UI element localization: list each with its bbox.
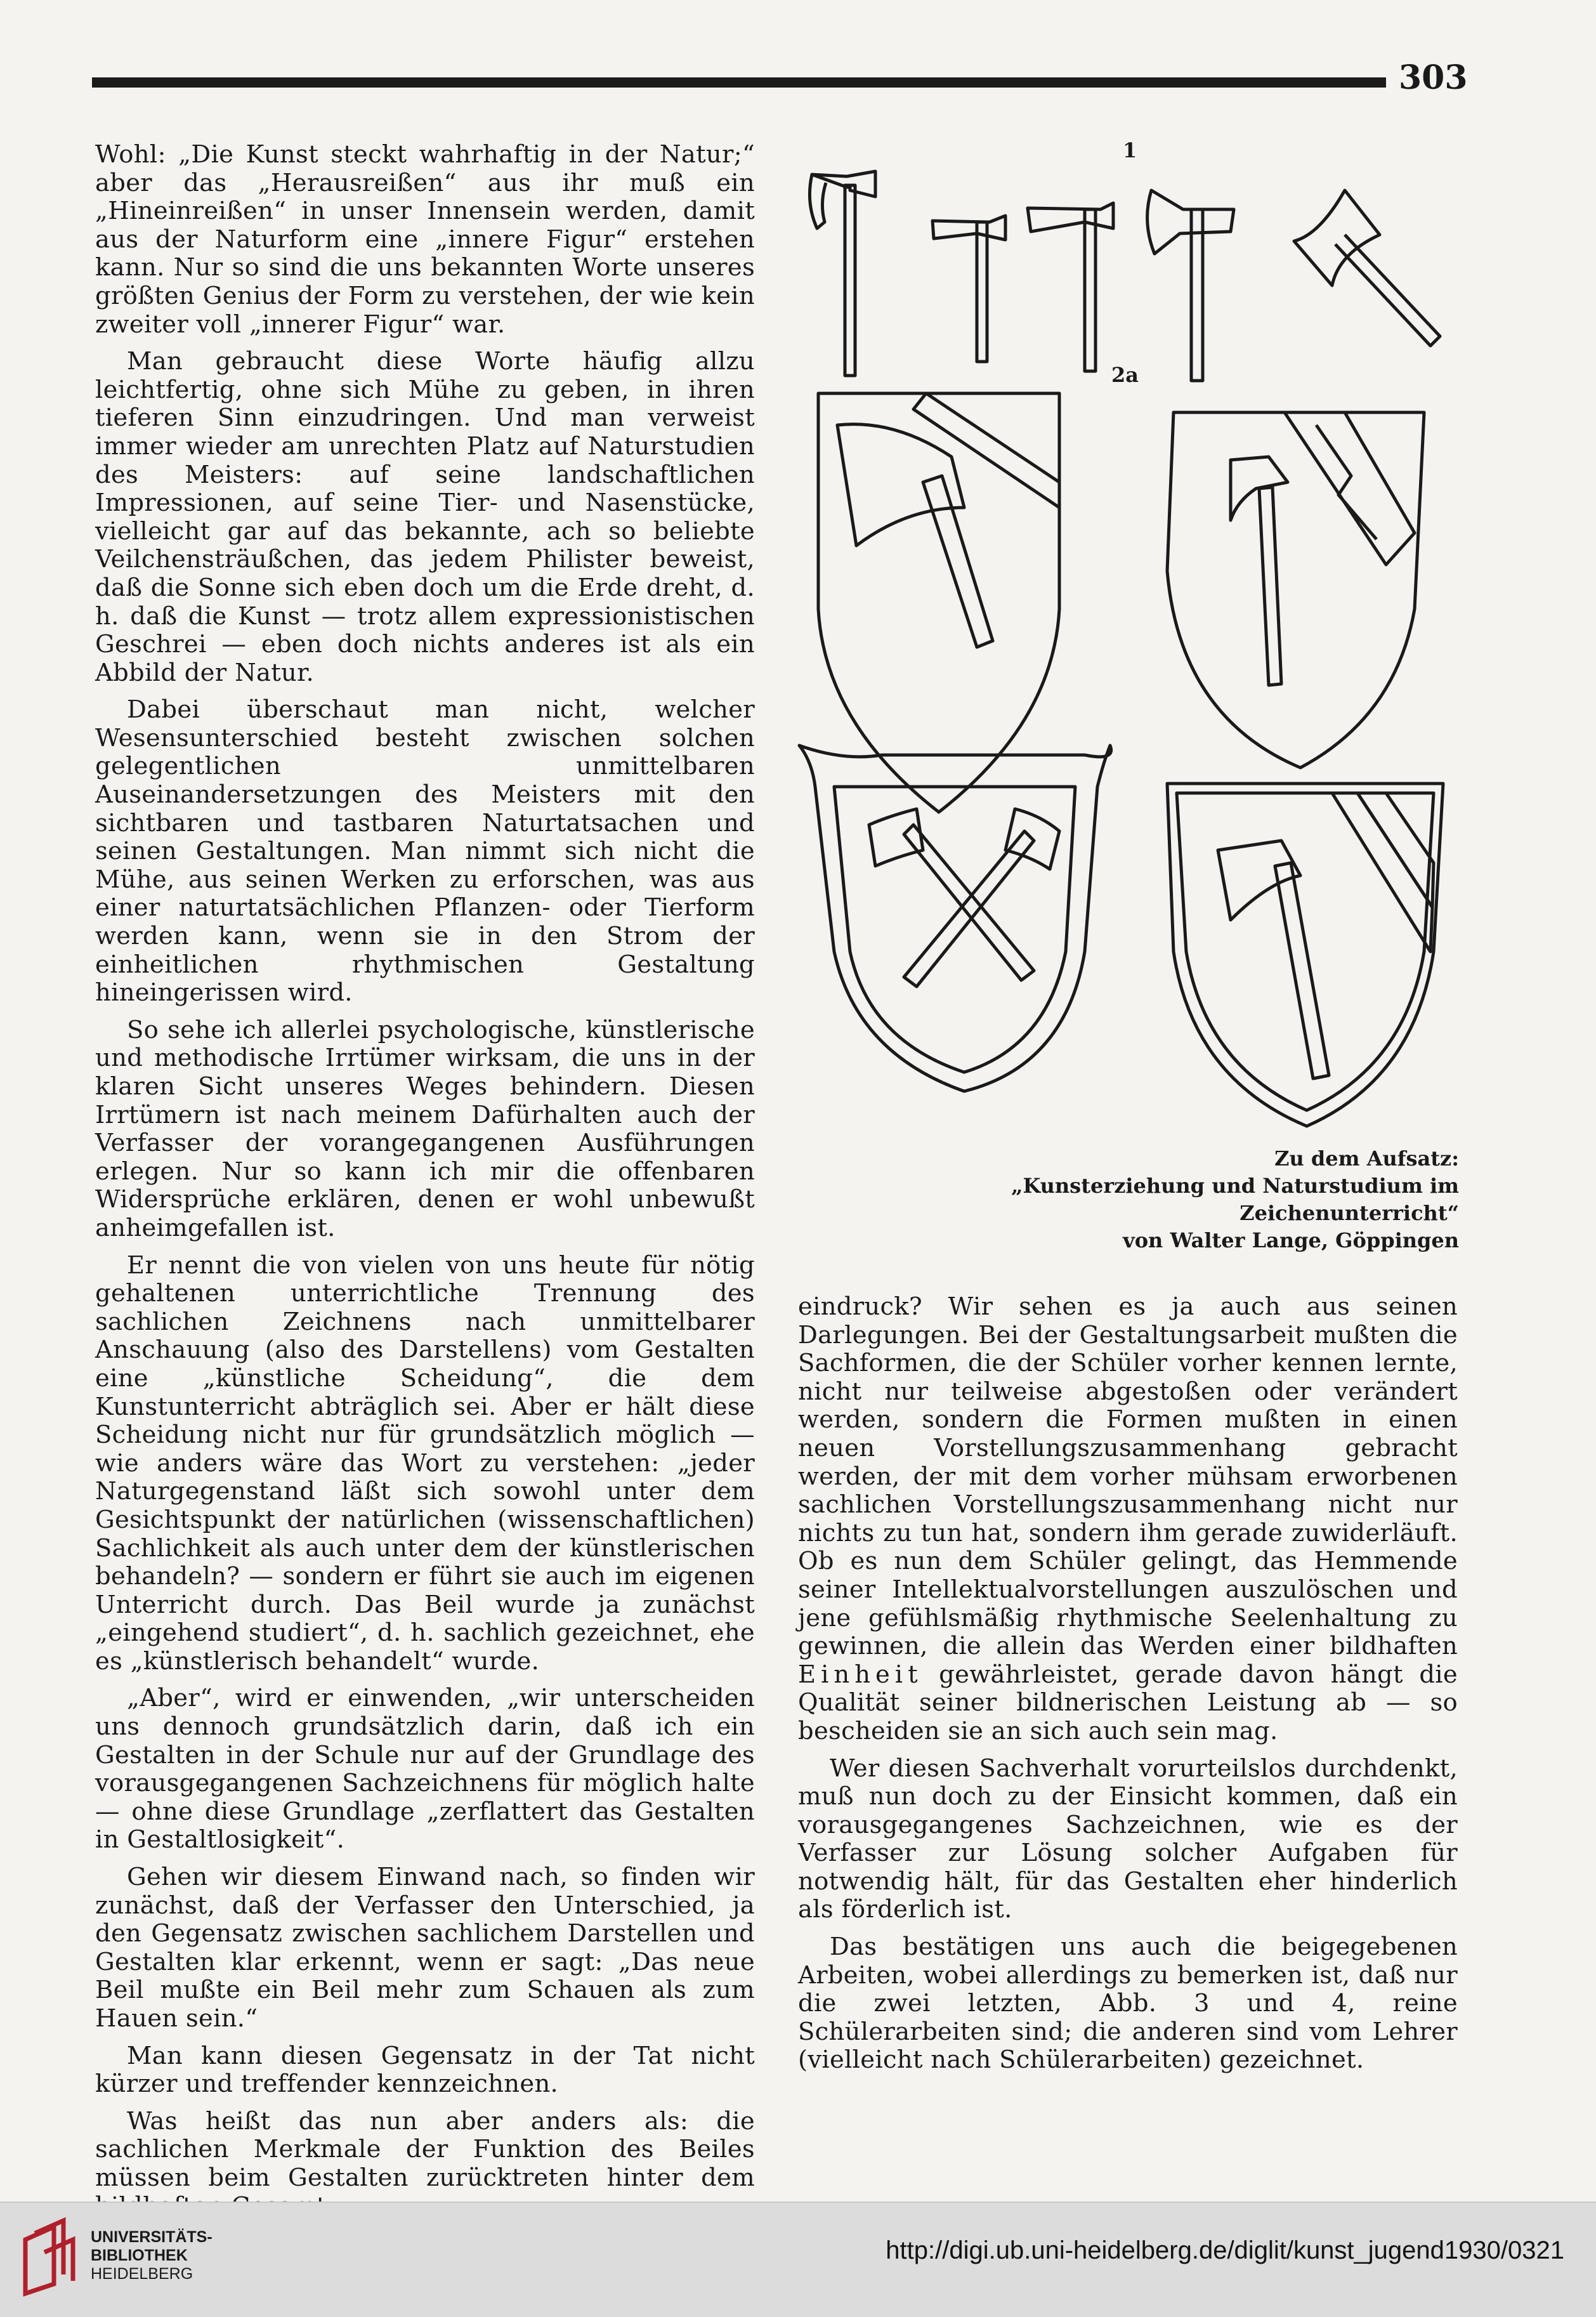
library-name-line: HEIDELBERG bbox=[91, 2265, 193, 2283]
library-name-line: BIBLIOTHEK bbox=[91, 2247, 188, 2264]
axe-drawing-4 bbox=[1148, 190, 1234, 381]
axe-illustrations bbox=[787, 127, 1484, 1142]
source-url-link[interactable]: http://digi.ub.uni-heidelberg.de/diglit/kunst_jugend1930/0321 bbox=[886, 2236, 1564, 2264]
figure-label-1: 1 bbox=[1123, 138, 1137, 162]
paragraph bbox=[798, 1293, 1458, 1746]
shield-drawing-right bbox=[1167, 412, 1424, 768]
right-text-column bbox=[798, 1293, 1458, 2084]
spaced-word: Einheit bbox=[798, 1660, 923, 1689]
shield-drawing-axe-bend bbox=[1167, 784, 1443, 1126]
library-name bbox=[91, 2228, 213, 2283]
paragraph: Man gebraucht diese Worte häufig allzu leichtfertig, ohne sich Mühe zu geben, in ihren tieferen Sinn einzudringen. Und man verweist immer wieder am unrechten Platz auf Naturstudien des Meisters: auf seine landschaftlichen Impressionen, auf seine Tier- und Nasenstücke, vielleicht gar auf das bekannte, ach so beliebte Veilchensträußchen, das jedem Philister beweist, daß die Sonne sich eben doch um die Erde dreht, d. h. daß die Kunst — trotz allem expressionistischen Geschrei — eben doch nichts anderes ist als ein Abbild der Natur. bbox=[95, 347, 755, 687]
figure-label-2a: 2a bbox=[1111, 363, 1139, 387]
caption-line: von Walter Lange, Göppingen bbox=[1123, 1228, 1459, 1252]
paragraph: Wohl: „Die Kunst steckt wahrhaftig in der Natur;“ aber das „Herausreißen“ aus ihr muß ein „Hineinreißen“ in unser Innensein werden, damit aus der Naturform eine „innere Figur“ erstehen kann. Nur so sind die uns bekannten Worte unseres größten Genius der Form zu verstehen, der wie kein zweiter voll „innerer Figur“ war. bbox=[95, 140, 755, 339]
paragraph: Dabei überschaut man nicht, welcher Wesensunterschied besteht zwischen solchen gelegentlichen unmittelbaren Auseinandersetzungen des Meisters mit den sichtbaren und tastbaren Naturtatsachen und seinen Gestaltungen. Man nimmt sich nicht die Mühe, aus seinen Werken zu erforschen, was aus einer naturtatsächlichen Pflanzen- oder Tierform werden kann, wenn sie in den Strom der einheitlichen rhythmischen Gestaltung hineingerissen wird. bbox=[95, 695, 755, 1008]
caption-line: Zu dem Aufsatz: bbox=[1274, 1146, 1459, 1171]
figure-caption bbox=[825, 1145, 1459, 1254]
text-run: eindruck? Wir sehen es ja auch aus seinen Darlegungen. Bei der Gestaltungsarbeit mußten die Sachformen, die der Schüler vorher kennen lernte, nicht nur teilweise abgestoßen oder verändert werden, sondern die Formen mußten in einen neuen Vorstellungszusammenhang gebracht werden, der mit dem vorher mühsam erworbenen sachlichen Vorstellungszusammenhang nicht nur nichts zu tun hat, sondern ihm gerade zuwiderläuft. Ob es nun dem Schüler gelingt, das Hemmende seiner Intellektualvorstellungen auszulöschen und jene gefühlsmäßig rhythmische Seelenhaltung zu gewinnen, die allein das Werden einer bildhaften bbox=[798, 1292, 1458, 1661]
paragraph: Man kann diesen Gegensatz in der Tat nicht kürzer und treffender kennzeichnen. bbox=[95, 2041, 755, 2099]
shield-drawing-left bbox=[818, 393, 1059, 812]
axe-drawing-3 bbox=[1028, 203, 1113, 371]
paragraph: „Aber“, wird er einwenden, „wir unterscheiden uns dennoch grundsätzlich darin, daß ich ein Gestalten in der Schule nur auf der Grundlage des vorausgegangenen Sachzeichnens für möglich halte — ohne diese Grundlage „zerflattert das Gestalten in Gestaltlosigkeit“. bbox=[95, 1684, 755, 1854]
library-logo-icon[interactable] bbox=[19, 2214, 79, 2300]
page-number: 303 bbox=[1399, 58, 1468, 97]
paragraph: Gehen wir diesem Einwand nach, so finden wir zunächst, daß der Verfasser den Unterschied, ja den Gegensatz zwischen sachlichem Darstellen und Gestalten klar erkennt, wenn er sagt: „Das neue Beil mußte ein Beil mehr zum Schauen als zum Hauen sein.“ bbox=[95, 1863, 755, 2033]
axe-drawing-1 bbox=[809, 171, 875, 376]
paragraph: Was heißt das nun aber anders als: die sachlichen Merkmale der Funktion des Beiles müssen beim Gestalten zurücktreten hinter dem bbox=[95, 2106, 755, 2192]
caption-line: „Kunsterziehung und Naturstudium im Zeichenunterricht“ bbox=[1011, 1174, 1459, 1225]
axe-drawing-2 bbox=[932, 216, 1005, 362]
paragraph: Wer diesen Sachverhalt vorurteilslos durchdenkt, muß nun doch zu der Einsicht kommen, daß ein vorausgegangenes Sachzeichnen, wie es der Verfasser zur Lösung solcher Aufgaben für notwendig hält, für das Gestalten eher hinderlich als förderlich ist. bbox=[798, 1754, 1458, 1924]
paragraph: Das bestätigen uns auch die beigegebenen Arbeiten, wobei allerdings zu bemerken ist, daß nur die zwei letzten, Abb. 3 und 4, reine Schülerarbeiten sind; die anderen sind vom Lehrer (vielleicht nach Schülerarbeiten) gezeichnet. bbox=[798, 1933, 1458, 2075]
axe-drawing-5 bbox=[1294, 190, 1440, 346]
paragraph: Er nennt die von vielen von uns heute für nötig gehaltenen unterrichtliche Trennung des sachlichen Zeichnens nach unmittelbarer Anschauung (also des Darstellens) vom Gestalten eine „künstliche Scheidung“, die dem Kunstunterricht abträglich sei. Aber er hält diese Scheidung nicht nur für grundsätzlich möglich — wie anders wäre das Wort zu verstehen: „jeder Naturgegenstand läßt sich sowohl unter dem Gesichtspunkt der natürlichen (wissenschaftlichen) Sachlichkeit als auch unter dem der künstlerischen behandeln? — sondern er führt sie auch im eigenen Unterricht durch. Das Beil wurde ja zunächst „eingehend studiert“, d. h. sachlich gezeichnet, ehe es „künstlerisch behandelt“ wurde. bbox=[95, 1250, 755, 1676]
left-text-column bbox=[95, 141, 755, 2229]
text-run: gewährleistet, gerade davon hängt die Qualität seiner bildnerischen Leistung ab — so bescheiden sie an sich auch sein mag. bbox=[798, 1660, 1458, 1745]
header-rule bbox=[92, 77, 1386, 88]
library-name-line: UNIVERSITÄTS- bbox=[91, 2228, 213, 2246]
paragraph: So sehe ich allerlei psychologische, künstlerische und methodische Irrtümer wirksam, die uns in der klaren Sicht unseres Weges behindern. Diesen Irrtümern ist nach meinem Dafürhalten auch der Verfasser der vorangegangenen Ausführungen erlegen. Nur so kann ich mir die offenbaren Widersprüche erklären, denen er wohl unbewußt anheimgefallen ist. bbox=[95, 1015, 755, 1242]
